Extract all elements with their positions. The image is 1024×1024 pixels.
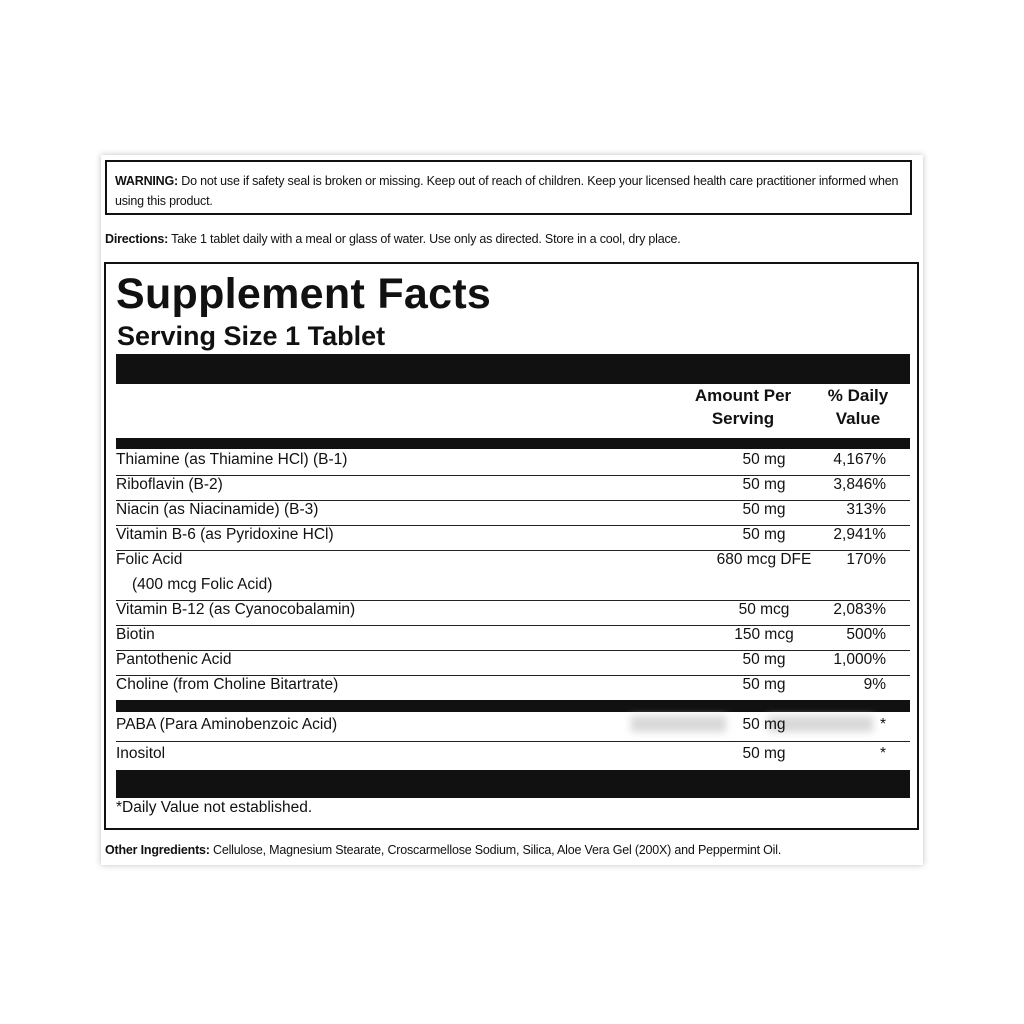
nutrient-name: Inositol [116,745,166,762]
nutrient-amount: 50 mg [742,526,786,543]
nutrient-dv: * [879,745,886,762]
nutrient-dv: 500% [846,626,886,643]
table-row [116,676,910,700]
nutrient-dv: 2,941% [833,526,886,543]
nutrient-amount: 50 mg [742,745,786,762]
nutrient-amount: 150 mcg [734,626,794,643]
table-row [116,626,910,651]
supplement-facts-panel [104,262,919,830]
nutrient-name: PABA (Para Aminobenzoic Acid) [116,716,338,733]
warning-label: WARNING: [115,174,178,188]
amount-per-serving-header: Amount Per Serving [694,386,792,428]
nutrient-dv: 1,000% [833,651,886,668]
table-row [116,526,910,551]
other-ingredients-label: Other Ingredients: [105,843,210,857]
nutrient-dv: 9% [863,676,886,693]
nutrient-name: Pantothenic Acid [116,651,232,668]
other-ingredients-text: Cellulose, Magnesium Stearate, Croscarmellose Sodium, Silica, Aloe Vera Gel (200X) and Peppermint Oil. [209,843,782,857]
facts-title: Supplement Facts [116,270,492,318]
directions-label: Directions: [105,232,169,246]
nutrient-name: Choline (from Choline Bitartrate) [116,676,339,693]
table-row [116,651,910,676]
warning-text: Do not use if safety seal is broken or missing. Keep out of reach of children. Keep your licensed health care practitioner informed when using this product. [115,174,899,208]
table-row [116,501,910,526]
nutrient-dv: 2,083% [833,601,886,618]
table-row [116,451,910,476]
nutrient-amount: 50 mg [742,476,786,493]
directions-text: Take 1 tablet daily with a meal or glass of water. Use only as directed. Store in a cool, dry place. [168,232,681,246]
table-row [116,476,910,501]
nutrient-amount: 680 mcg DFE [716,551,812,568]
bottom-divider [116,770,910,798]
nutrient-name: Thiamine (as Thiamine HCl) (B-1) [116,451,348,468]
nutrient-name: Niacin (as Niacinamide) (B-3) [116,501,319,518]
directions [105,232,915,246]
table-row [116,714,910,742]
nutrient-dv: 170% [846,551,886,568]
other-ingredients [105,843,781,857]
nutrient-name: Vitamin B-12 (as Cyanocobalamin) [116,601,356,618]
nutrient-name: Riboflavin (B-2) [116,476,223,493]
warning-box [105,160,912,215]
nutrient-dv: 4,167% [833,451,886,468]
table-row [116,551,910,601]
daily-value-header: % Daily Value [827,386,889,428]
nutrient-dv: * [879,716,886,733]
table-row [116,745,910,771]
nutrient-amount: 50 mg [742,716,786,733]
table-row [116,601,910,626]
nutrient-amount: 50 mg [742,451,786,468]
section-divider [116,700,910,712]
nutrient-subname: (400 mcg Folic Acid) [132,576,273,593]
serving-size: Serving Size 1 Tablet [117,321,386,351]
nutrient-amount: 50 mg [742,501,786,518]
thick-divider [116,354,910,384]
footnote: *Daily Value not established. [116,799,313,816]
header-divider [116,438,910,449]
nutrient-name: Vitamin B-6 (as Pyridoxine HCl) [116,526,334,543]
nutrient-name: Biotin [116,626,155,643]
nutrient-amount: 50 mg [742,651,786,668]
nutrient-amount: 50 mcg [738,601,790,618]
nutrient-name: Folic Acid [116,551,183,568]
nutrient-dv: 3,846% [833,476,886,493]
nutrient-dv: 313% [846,501,886,518]
nutrient-amount: 50 mg [742,676,786,693]
